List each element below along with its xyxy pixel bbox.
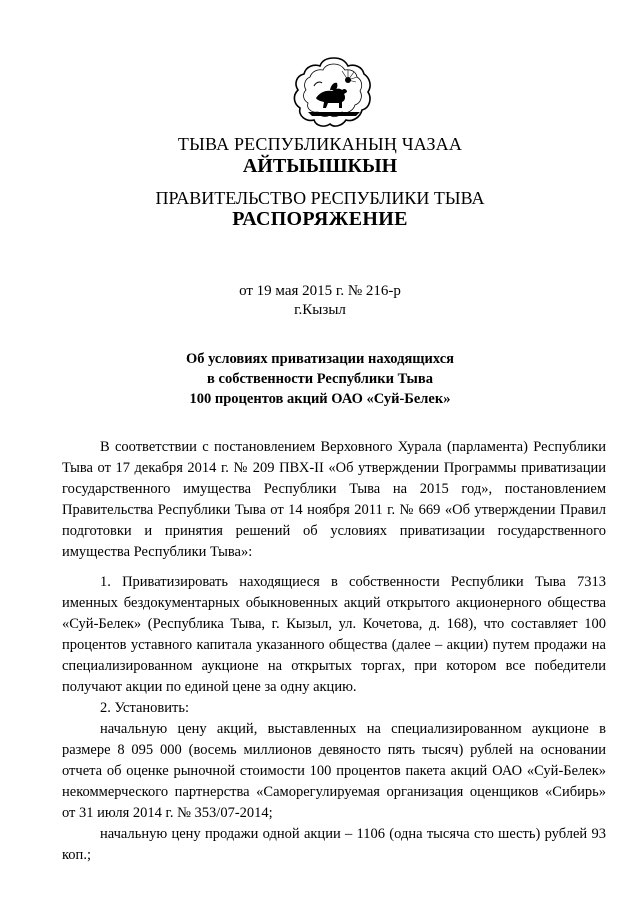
russian-government-name: ПРАВИТЕЛЬСТВО РЕСПУБЛИКИ ТЫВА	[155, 188, 485, 208]
item-1: 1. Приватизировать находящиеся в собственности Республики Тыва 7313 именных бездокументарных обыкновенных акций открытого акционерного общества «Суй-Белек» (Республика Тыва, г. Кызыл, ул. Кочетова, д. 168), что составляет 100 процентов уставного капитала указанного общества (далее – акции) путем продажи на специализированном аукционе на открытых торгах, при котором все победители получают акции по единой цене за одну акцию.	[62, 574, 606, 695]
document-date-number: от 19 мая 2015 г. № 216-р	[239, 283, 401, 299]
document-title	[0, 349, 640, 409]
preamble-paragraph	[62, 437, 606, 563]
tuvan-document-type: АЙТЫЫШКЫН	[242, 155, 398, 177]
tuvan-government-name: ТЫВА РЕСПУБЛИКАНЫҢ ЧАЗАА	[177, 134, 463, 154]
document-city: г.Кызыл	[294, 302, 346, 318]
items-section	[62, 572, 606, 866]
item-2: 2. Установить:	[100, 700, 190, 716]
title-line-2: в собственности Республики Тыва	[207, 371, 433, 387]
tuva-coat-of-arms-icon	[290, 52, 378, 132]
russian-document-type: РАСПОРЯЖЕНИЕ	[232, 208, 408, 230]
item-2-b: начальную цену продажи одной акции – 1106 (одна тысяча сто шесть) рублей 93 коп.;	[62, 826, 606, 863]
item-2-a: начальную цену акций, выставленных на специализированном аукционе в размере 8 095 000 (восемь миллионов девяносто пять тысяч) рублей на основании отчета об оценке рыночной стоимости 100 процентов пакета акций ОАО «Суй-Белек» некоммерческого партнерства «Саморегулируемая организация оценщиков «Сибирь» от 31 июля 2014 г. № 353/07-2014;	[62, 721, 606, 821]
title-line-3: 100 процентов акций ОАО «Суй-Белек»	[189, 391, 451, 407]
preamble-text: В соответствии с постановлением Верховного Хурала (парламента) Республики Тыва от 17 декабря 2014 г. № 209 ПВХ-II «Об утверждении Программы приватизации государственного имущества Республики Тыва на 2015 год», постановлением Правительства Республики Тыва от 14 ноября 2011 г. № 669 «Об утверждении Правил подготовки и принятия решений об условиях приватизации государственного имущества Республики Тыва»:	[62, 439, 606, 560]
title-line-1: Об условиях приватизации находящихся	[185, 351, 455, 367]
